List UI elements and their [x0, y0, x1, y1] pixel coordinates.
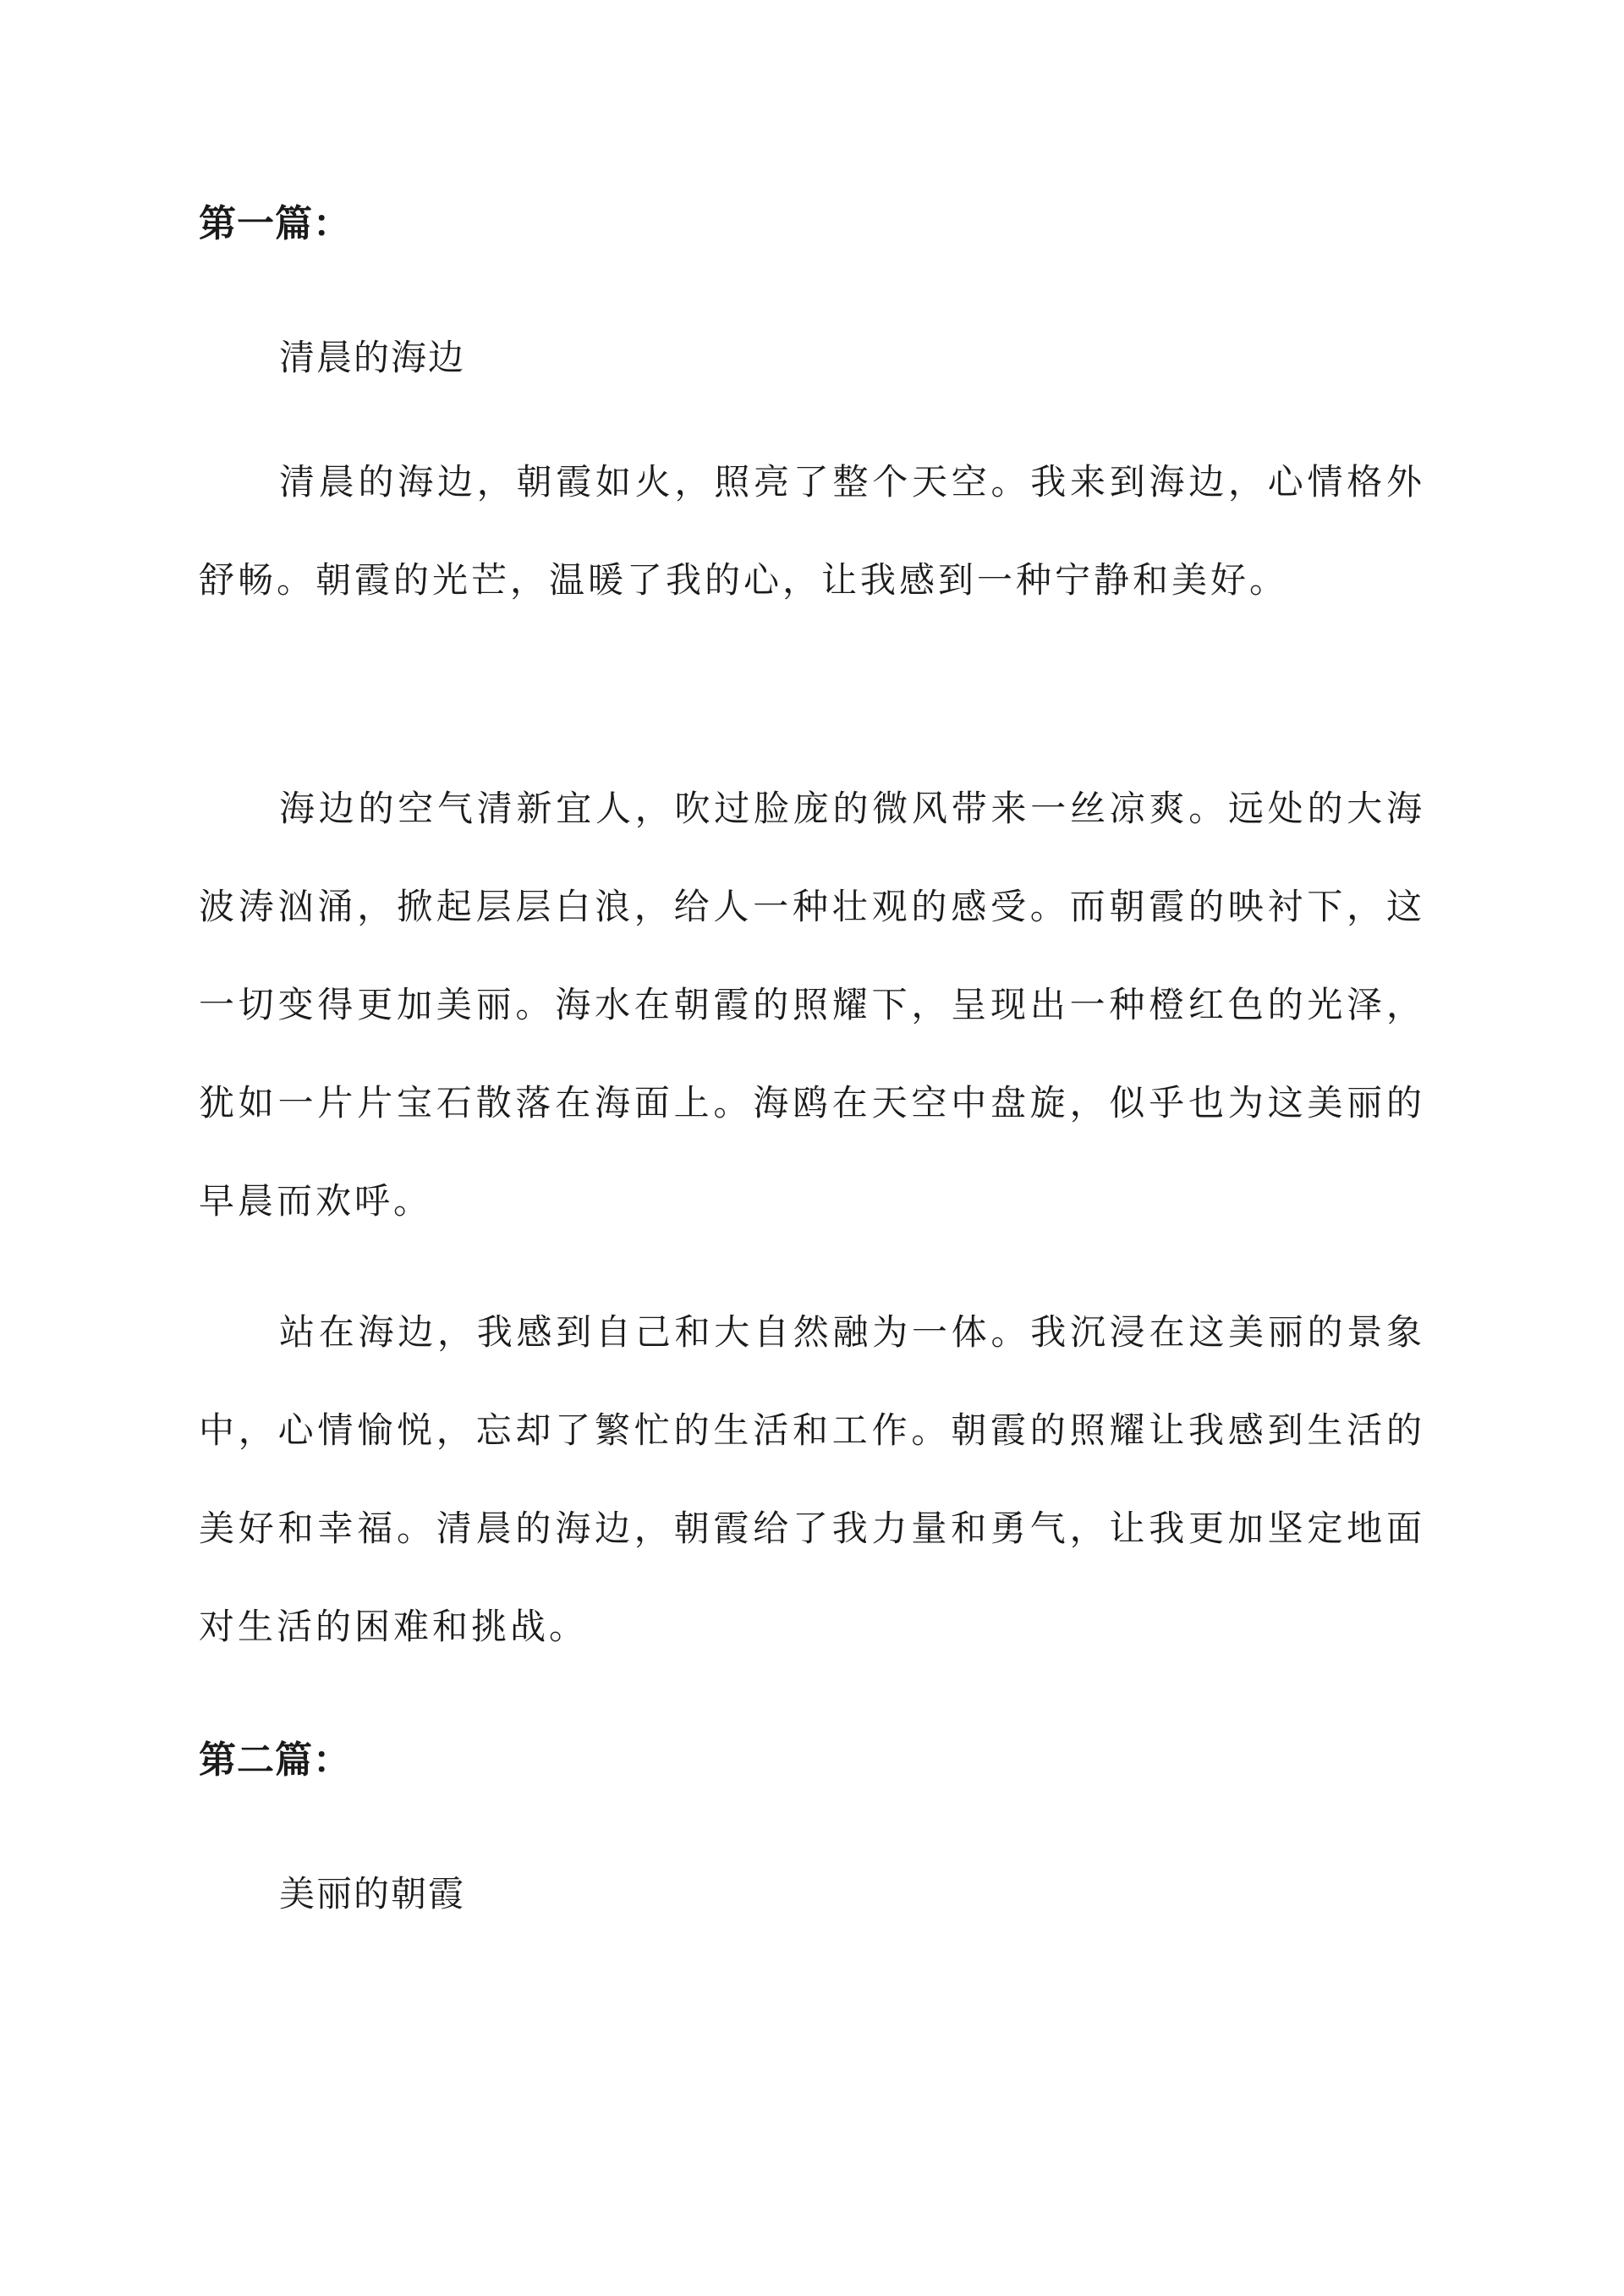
document-page — [199, 0, 1425, 2296]
section-2-title: 美丽的朝霞 — [279, 1873, 466, 1914]
section-2-heading: 第二篇： — [199, 1738, 351, 1782]
section-1-heading: 第一篇： — [199, 202, 351, 245]
section-1-paragraph-2: 海边的空气清新宜人，吹过脸庞的微风带来一丝凉爽。远处的大海波涛汹涌，掀起层层白浪，给人一种壮观的感受。而朝霞的映衬下，这一切变得更加美丽。海水在朝霞的照耀下，呈现出一种橙红色的光泽，犹如一片片宝石散落在海面上。海鸥在天空中盘旋，似乎也为这美丽的早晨而欢呼。 — [199, 788, 1425, 1222]
section-1-paragraph-1: 清晨的海边，朝霞如火，照亮了整个天空。我来到海边，心情格外舒畅。朝霞的光芒，温暖了我的心，让我感到一种宁静和美好。 — [199, 461, 1425, 601]
section-1-paragraph-3: 站在海边，我感到自己和大自然融为一体。我沉浸在这美丽的景象中，心情愉悦，忘却了繁忙的生活和工作。朝霞的照耀让我感到生活的美好和幸福。清晨的海边，朝霞给了我力量和勇气，让我更加坚定地面对生活的困难和挑战。 — [199, 1311, 1425, 1647]
section-1-title: 清晨的海边 — [279, 337, 466, 378]
